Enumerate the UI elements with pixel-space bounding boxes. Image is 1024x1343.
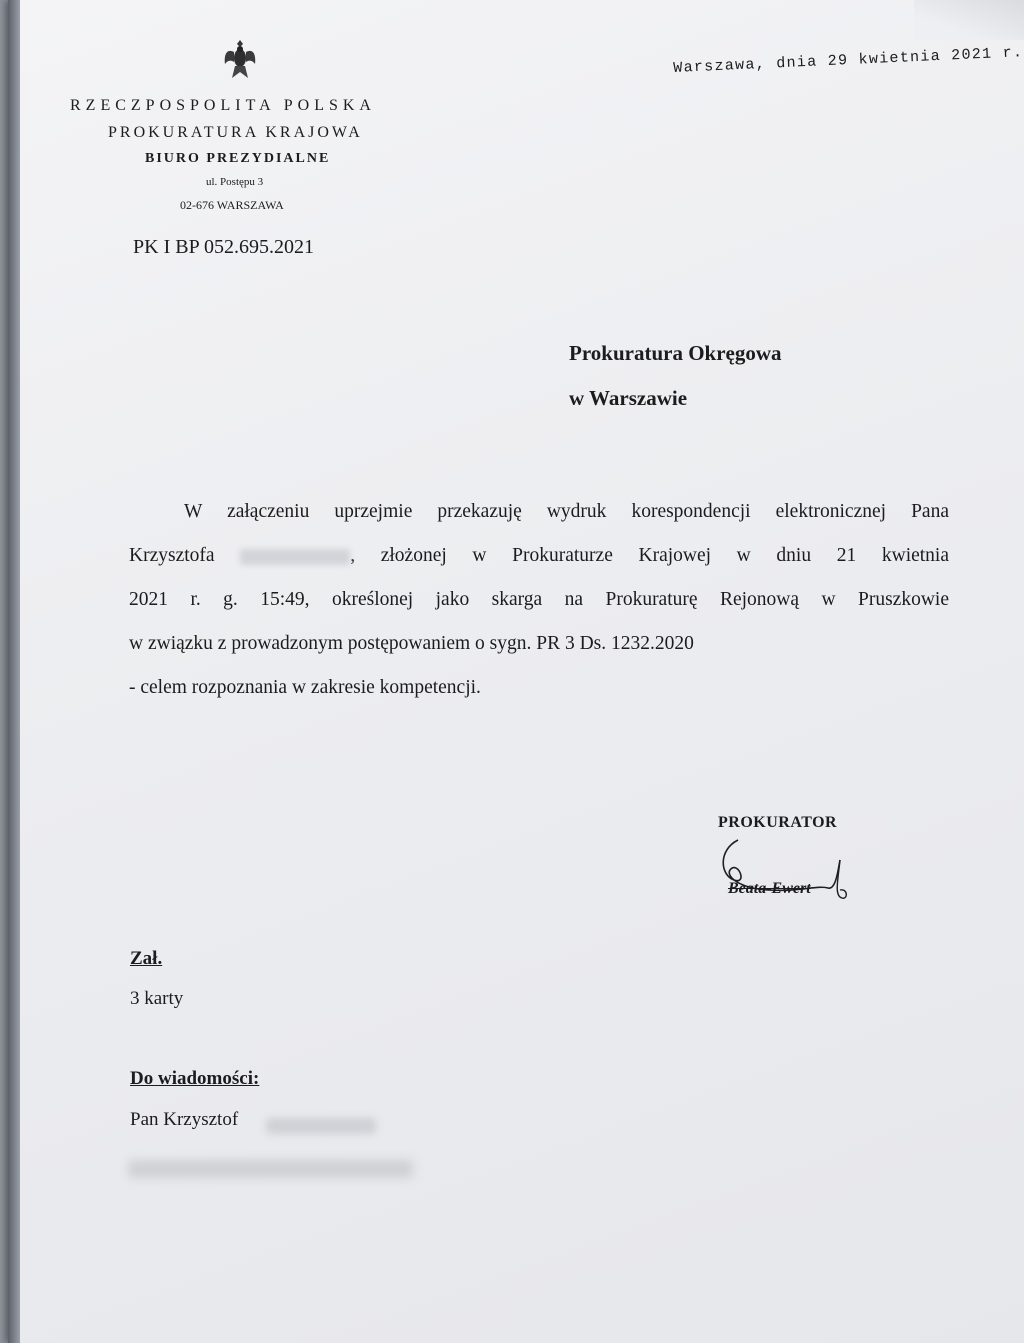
document-page (8, 0, 1024, 1343)
header-city: 02-676 WARSZAWA (180, 198, 284, 212)
signature-title: PROKURATOR (718, 814, 838, 831)
cc-label: Do wiadomości: (130, 1068, 260, 1089)
addressee-line-2: w Warszawie (569, 386, 688, 410)
header-street: ul. Postępu 3 (206, 176, 264, 188)
body-first-name: Krzysztofa (129, 545, 215, 566)
page-edge-shadow (8, 0, 20, 1343)
attachments-count: 3 karty (130, 988, 184, 1009)
handwritten-signature (708, 830, 868, 910)
addressee-line-1: Prokuratura Okręgowa (569, 341, 782, 365)
redacted-recipient-email (128, 1160, 413, 1178)
body-line-4: w związku z prowadzonym postępowaniem o sygn. PR 3 Ds. 1232.2020 (129, 633, 694, 654)
redacted-recipient-surname (266, 1118, 376, 1134)
header-office: BIURO PREZYDIALNE (145, 151, 331, 166)
attachments-label: Zał. (130, 948, 163, 969)
signature-name: Beata-Ewert (728, 880, 811, 897)
reference-number: PK I BP 052.695.2021 (133, 236, 314, 258)
page-fold (914, 0, 1024, 40)
body-line-2-rest: , złożonej w Prokuraturze Krajowej w dniu 21 kwietnia (350, 545, 950, 566)
header-institution: PROKURATURA KRAJOWA (108, 124, 363, 141)
body-line-2 (129, 534, 949, 578)
eagle-emblem-icon (222, 38, 258, 84)
body-line-1: W załączeniu uprzejmie przekazuję wydruk korespondencji elektronicznej Pana (184, 501, 949, 522)
redacted-surname (240, 549, 350, 565)
letter-body (129, 490, 949, 710)
body-line-3: 2021 r. g. 15:49, określonej jako skarga na Prokuraturę Rejonową w Pruszkowie (129, 589, 949, 610)
body-line-5: - celem rozpoznania w zakresie kompetencji. (129, 677, 481, 698)
header-country: RZECZPOSPOLITA POLSKA (70, 97, 376, 114)
cc-recipient: Pan Krzysztof (130, 1109, 239, 1130)
date-line: Warszawa, dnia 29 kwietnia 2021 r. (673, 44, 1024, 77)
